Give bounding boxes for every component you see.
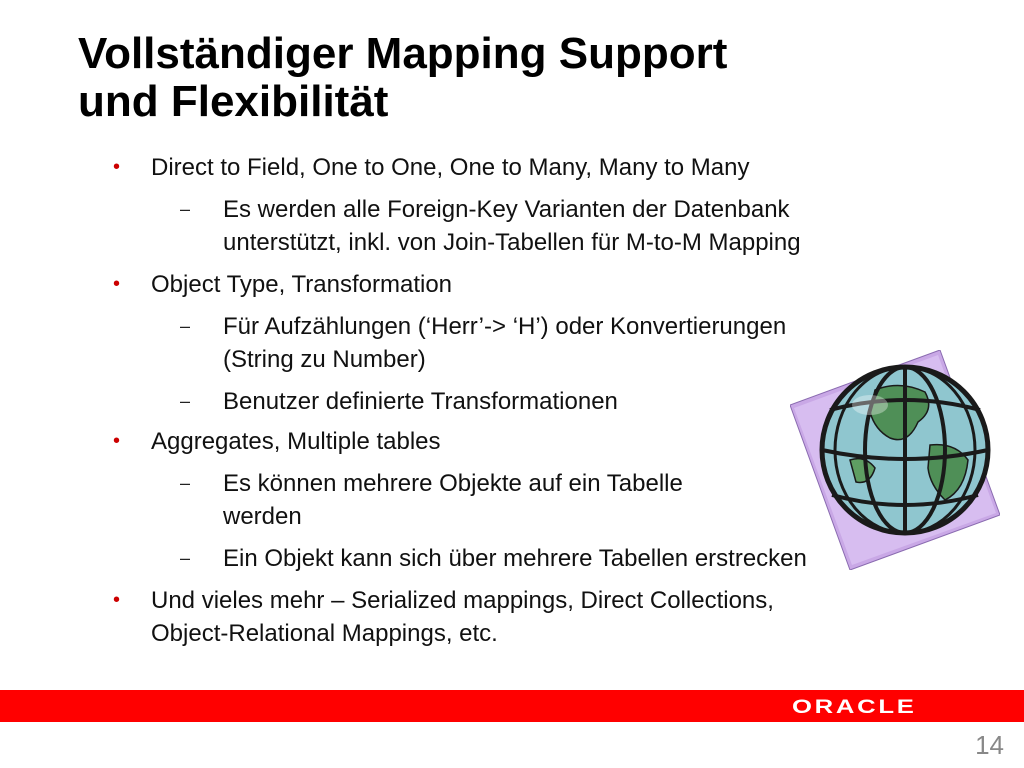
sub-bullet-marker: – <box>180 316 191 336</box>
bullet-marker: • <box>113 273 121 295</box>
sub-bullet-text-line: Es werden alle Foreign-Key Varianten der Datenbank <box>223 196 790 223</box>
globe-clipart-icon <box>790 350 1000 570</box>
sub-bullet-marker: – <box>180 473 191 493</box>
sub-bullet-text-line: Benutzer definierte Transformationen <box>223 388 618 415</box>
slide-title-line-1: Vollständiger Mapping Support <box>78 29 728 78</box>
sub-bullet-marker: – <box>180 199 191 219</box>
sub-bullet-text-line: Ein Objekt kann sich über mehrere Tabellen erstrecken <box>223 545 807 572</box>
sub-bullet-text-line: unterstützt, inkl. von Join-Tabellen für M-to-M Mapping <box>223 229 801 256</box>
sub-bullet-text-line: Es können mehrere Objekte auf ein Tabelle <box>223 470 683 497</box>
page-number: 14 <box>975 730 1004 760</box>
bullet-marker: • <box>113 156 121 178</box>
oracle-logo: ORACLE <box>792 697 917 718</box>
bullet-text: Direct to Field, One to One, One to Many, Many to Many <box>151 154 750 181</box>
bullet-marker: • <box>113 430 121 452</box>
sub-bullet-marker: – <box>180 548 191 568</box>
bullet-text-line: Object-Relational Mappings, etc. <box>151 620 498 647</box>
bullet-text: Object Type, Transformation <box>151 271 453 298</box>
sub-bullet-text-line: Für Aufzählungen (‘Herr’-> ‘H’) oder Konvertierungen <box>223 313 787 340</box>
sub-bullet-text-line: (String zu Number) <box>223 346 426 373</box>
slide-title-line-2: und Flexibilität <box>78 77 389 126</box>
bullet-marker: • <box>113 589 121 611</box>
bullet-text-line: Und vieles mehr – Serialized mappings, Direct Collections, <box>151 587 774 614</box>
bullet-text: Aggregates, Multiple tables <box>151 428 441 455</box>
globe-icon <box>790 350 1000 570</box>
sub-bullet-text-line: werden <box>223 503 302 530</box>
sub-bullet-marker: – <box>180 391 191 411</box>
